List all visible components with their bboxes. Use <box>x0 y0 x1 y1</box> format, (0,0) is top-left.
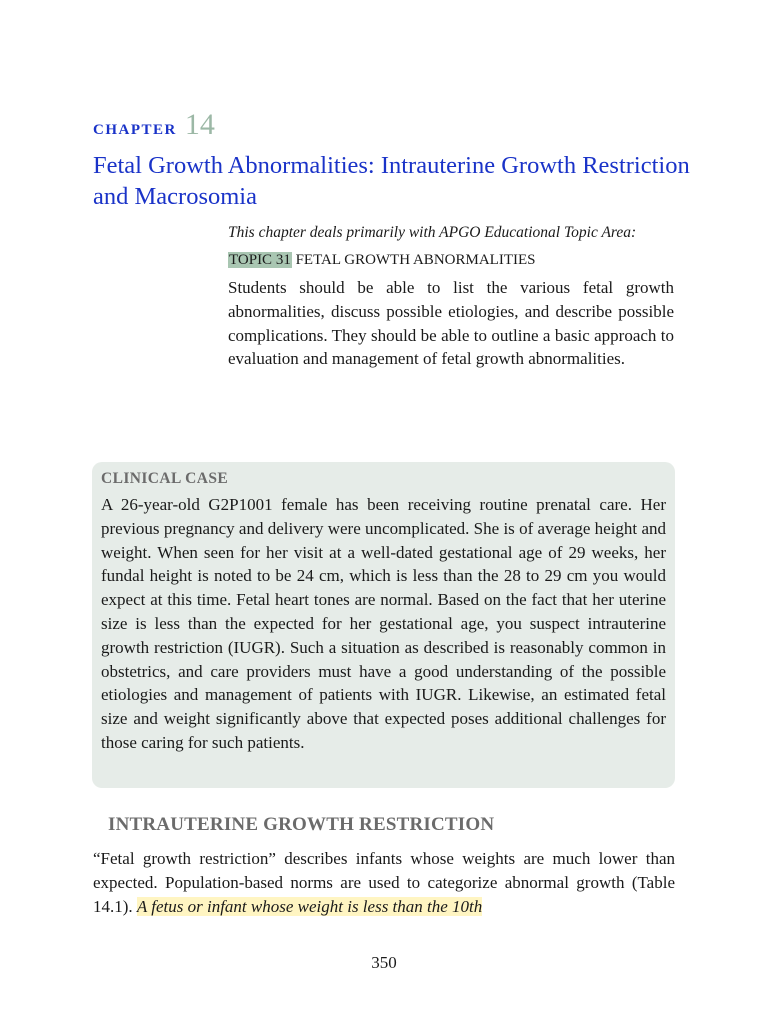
topic-area-note: This chapter deals primarily with APGO Educational Topic Area: <box>228 224 637 241</box>
topic-line <box>228 250 674 270</box>
chapter-number: 14 <box>184 108 215 141</box>
clinical-case-box <box>92 462 675 788</box>
clinical-case-text: A 26-year-old G2P1001 female has been receiving routine prenatal care. Her previous pregnancy and delivery were uncomplicated. She is of average height and weight. When seen for her visit at a well-dated gestational age of 29 weeks, her fundal height is noted to be 24 cm, which is less than the 28 to 29 cm you would expect at this time. Fetal heart tones are normal. Based on the fact that her uterine size is less than the expected for her gestational age, you suspect intrauterine growth restriction (IUGR). Such a situation as described is reasonably common in obstetrics, and care providers must have a good understanding of the possible etiologies and management of patients with IUGR. Likewise, an estimated fetal size and weight significantly above that expected poses additional challenges for those caring for such patients. <box>101 495 666 752</box>
section-heading: INTRAUTERINE GROWTH RESTRICTION <box>108 814 495 835</box>
topic-tag: TOPIC 31 <box>229 252 291 268</box>
page-number: 350 <box>371 953 397 972</box>
topic-name: FETAL GROWTH ABNORMALITIES <box>295 252 536 268</box>
paragraph-text: “Fetal growth restriction” describes infants whose weights are much lower than expected. Population-based norms are used to categorize abnormal growth (Table 14.1). <box>93 849 675 916</box>
chapter-title: Fetal Growth Abnormalities: Intrauterine Growth Restriction and Macrosomia <box>93 152 690 210</box>
highlighted-text: A fetus or infant whose weight is less than the 10th <box>136 896 483 916</box>
chapter-intro <box>228 223 674 371</box>
chapter-label <box>93 108 215 142</box>
body-paragraph <box>93 847 675 918</box>
clinical-case-heading: CLINICAL CASE <box>101 470 229 487</box>
chapter-word: CHAPTER <box>93 122 177 138</box>
learning-objectives: Students should be able to list the various fetal growth abnormalities, discuss possible etiologies, and describe possible complications. They should be able to outline a basic approach to evaluation and management of fetal growth abnormalities. <box>228 278 674 369</box>
